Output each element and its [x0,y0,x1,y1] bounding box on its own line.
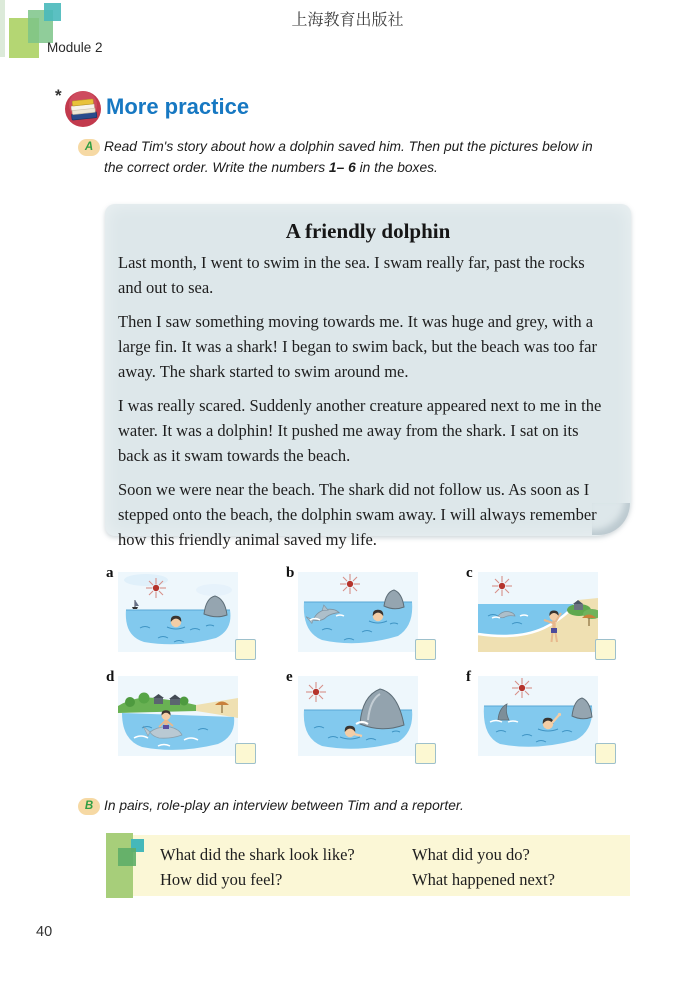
questions-green-square [118,848,136,866]
picture-cell-e [284,669,446,769]
picture-c-illustration [478,572,598,652]
questions-column-1 [160,842,355,892]
picture-b-illustration [298,572,418,652]
answer-box-c[interactable] [595,639,616,660]
books-icon [64,90,102,128]
instruction-line2-bold: 1– 6 [328,159,356,175]
page-curl-decoration [592,503,630,535]
story-paragraph: Soon we were near the beach. The shark did not follow us. As soon as I stepped onto the beach, the dolphin swam away. I will always remember how this friendly animal saved my life. [118,480,597,549]
picture-label-c: c [466,565,473,581]
question-item: What did you do? [412,845,530,864]
section-a-instruction [104,137,644,178]
picture-f-illustration [478,676,598,756]
story-title: A friendly dolphin [285,219,451,243]
answer-box-f[interactable] [595,743,616,764]
instruction-line2-pre: the correct order. Write the numbers [104,159,329,175]
page-title: More practice [106,94,250,119]
section-b-instruction: In pairs, role-play an interview between Tim and a reporter. [104,798,464,813]
picture-cell-f [464,669,626,769]
picture-d-illustration [118,676,238,756]
picture-cell-a [104,565,266,665]
picture-e-illustration [298,676,418,756]
story-paragraph: I was really scared. Suddenly another creature appeared next to me in the water. It was a dolphin! It pushed me away from the shark. I sat on its back as it swam towards the beach. [118,396,602,465]
picture-label-b: b [286,565,295,581]
instruction-line1: Read Tim's story about how a dolphin saved him. Then put the pictures below in [104,139,593,154]
picture-cell-d [104,669,266,769]
page-number: 40 [36,924,53,940]
picture-label-a: a [106,565,114,581]
interview-questions-box [106,835,630,896]
story-paragraph: Last month, I went to swim in the sea. I swam really far, past the rocks and out to sea. [118,253,585,297]
answer-box-e[interactable] [415,743,436,764]
answer-box-a[interactable] [235,639,256,660]
picture-label-e: e [286,669,293,685]
question-item: What did the shark look like? [160,845,355,864]
section-b-badge: B [78,798,100,815]
picture-cell-c [464,565,626,665]
instruction-line2-post: in the boxes. [355,159,438,175]
module-label: Module 2 [47,40,103,55]
picture-a-illustration [118,572,238,652]
press-header: 上海教育出版社 [291,10,404,29]
questions-column-2 [412,842,555,892]
asterisk-marker: * [55,86,62,105]
section-a-badge: A [78,139,100,156]
question-item: How did you feel? [160,870,283,889]
story-paragraph: Then I saw something moving towards me. It was huge and grey, with a large fin. It was a shark! I began to swim back, but the beach was too far away. The shark started to swim around me. [118,312,597,381]
picture-label-d: d [106,669,115,685]
story-box [105,204,631,549]
picture-cell-b [284,565,446,665]
picture-label-f: f [466,669,471,685]
answer-box-b[interactable] [415,639,436,660]
answer-box-d[interactable] [235,743,256,764]
question-item: What happened next? [412,870,555,889]
